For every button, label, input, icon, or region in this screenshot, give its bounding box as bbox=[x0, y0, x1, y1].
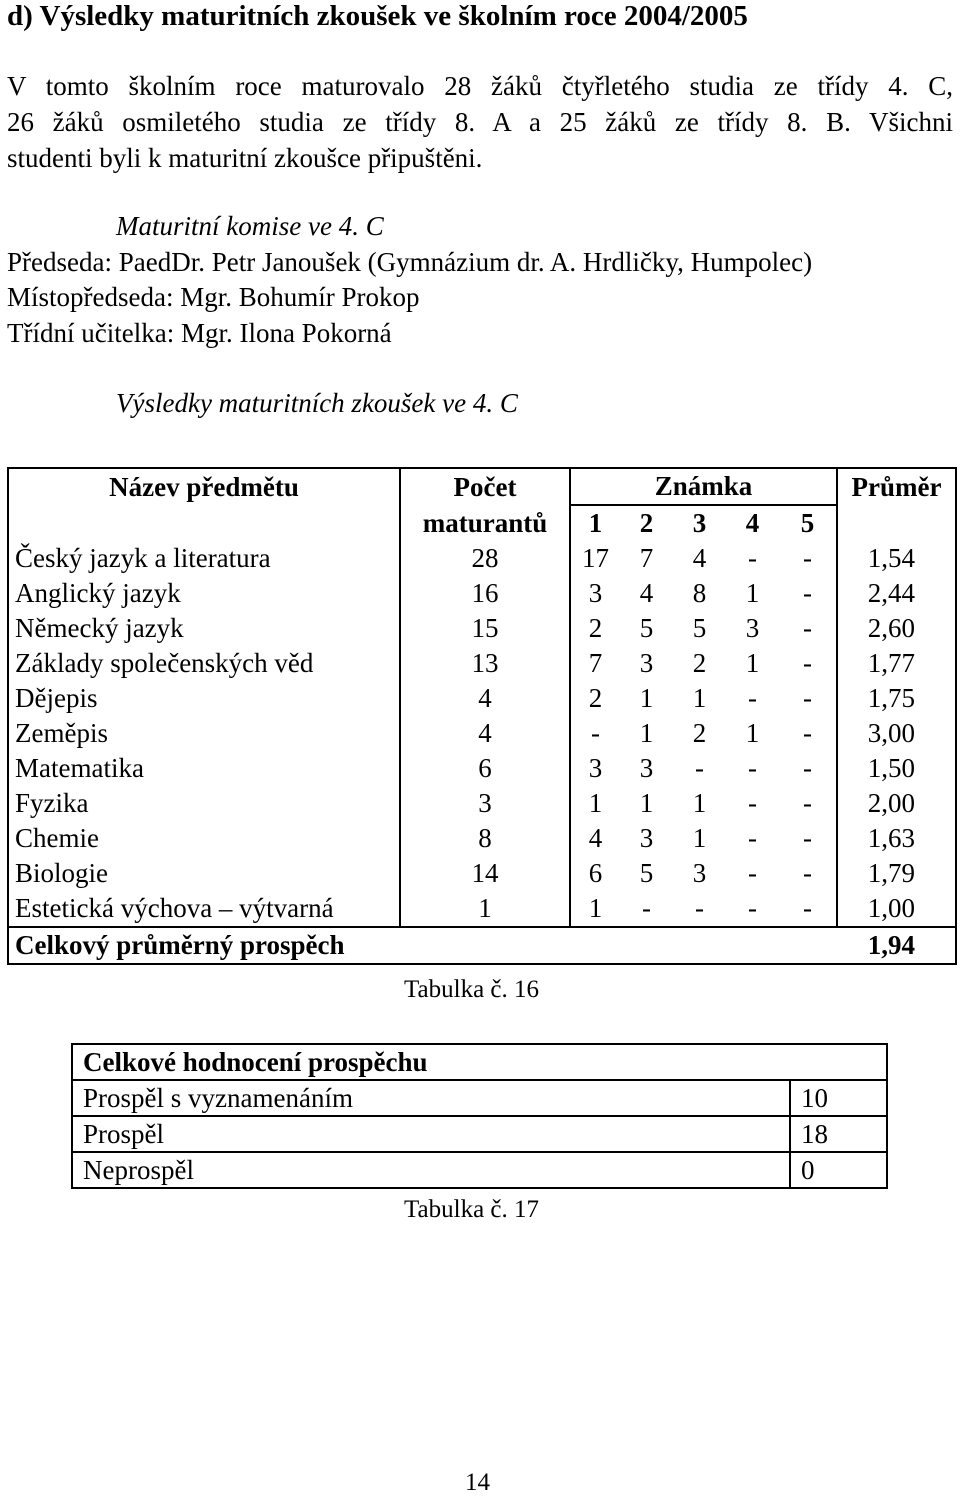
grade-3-cell: 1 bbox=[692, 683, 707, 713]
grade-2-cell: 3 bbox=[639, 823, 654, 853]
committee-vice-chair: Místopředseda: Mgr. Bohumír Prokop bbox=[7, 282, 420, 312]
table-16-caption: Tabulka č. 16 bbox=[404, 976, 540, 1003]
subject-cell: Estetická výchova – výtvarná bbox=[8, 891, 400, 927]
grade-3-cell: - bbox=[695, 753, 704, 783]
summary-value: 18 bbox=[790, 1116, 887, 1152]
subject-cell: Fyzika bbox=[8, 786, 400, 821]
results-title: Výsledky maturitních zkoušek ve 4. C bbox=[116, 388, 518, 418]
grade-4-cell: - bbox=[748, 683, 757, 713]
table-row bbox=[8, 821, 956, 856]
summary-label: Prospěl s vyznamenáním bbox=[72, 1080, 790, 1116]
subject-cell: Anglický jazyk bbox=[8, 576, 400, 611]
grade-4-cell: 3 bbox=[745, 613, 760, 643]
header-grade: Známka bbox=[570, 468, 837, 505]
header-grade-2: 2 bbox=[639, 508, 654, 538]
grade-1-cell: 2 bbox=[570, 611, 620, 646]
grade-5-cell: - bbox=[803, 753, 812, 783]
table-row bbox=[8, 681, 956, 716]
grade-2-cell: 5 bbox=[639, 613, 654, 643]
grade-2-cell: - bbox=[642, 893, 651, 923]
count-cell: 1 bbox=[400, 891, 570, 927]
subject-cell: Zeměpis bbox=[8, 716, 400, 751]
grade-3-cell: - bbox=[695, 893, 704, 923]
count-cell: 4 bbox=[400, 681, 570, 716]
count-cell: 4 bbox=[400, 716, 570, 751]
grade-5-cell: - bbox=[803, 893, 812, 923]
table-row bbox=[8, 786, 956, 821]
grade-1-cell: 1 bbox=[570, 891, 620, 927]
count-cell: 14 bbox=[400, 856, 570, 891]
grade-3-cell: 4 bbox=[692, 543, 707, 573]
average-cell: 1,00 bbox=[837, 891, 956, 927]
subject-cell: Český jazyk a literatura bbox=[8, 541, 400, 576]
grade-1-cell: 7 bbox=[570, 646, 620, 681]
count-cell: 8 bbox=[400, 821, 570, 856]
table-row bbox=[8, 716, 956, 751]
average-cell: 1,63 bbox=[837, 821, 956, 856]
summary-label: Prospěl bbox=[72, 1116, 790, 1152]
summary-label: Neprospěl bbox=[72, 1152, 790, 1188]
grade-2-cell: 4 bbox=[639, 578, 654, 608]
count-cell: 13 bbox=[400, 646, 570, 681]
table-row bbox=[8, 646, 956, 681]
grade-2-cell: 1 bbox=[639, 718, 654, 748]
average-cell: 3,00 bbox=[837, 716, 956, 751]
grade-4-cell: - bbox=[748, 543, 757, 573]
table-row bbox=[8, 751, 956, 786]
count-cell: 6 bbox=[400, 751, 570, 786]
grade-3-cell: 2 bbox=[692, 648, 707, 678]
page-number: 14 bbox=[465, 1469, 490, 1496]
intro-line: 26 žáků osmiletého studia ze třídy 8. A a 25 žáků ze třídy 8. B. Všichni bbox=[7, 107, 953, 137]
summary-table bbox=[71, 1043, 888, 1189]
count-cell: 15 bbox=[400, 611, 570, 646]
grade-4-cell: - bbox=[748, 753, 757, 783]
grade-2-cell: 1 bbox=[639, 788, 654, 818]
average-cell: 2,00 bbox=[837, 786, 956, 821]
grade-4-cell: 1 bbox=[745, 718, 760, 748]
header-grade-5: 5 bbox=[800, 508, 815, 538]
committee-title: Maturitní komise ve 4. C bbox=[116, 211, 384, 241]
grade-5-cell: - bbox=[803, 613, 812, 643]
table-17-caption: Tabulka č. 17 bbox=[404, 1196, 540, 1223]
grade-1-cell: 3 bbox=[570, 751, 620, 786]
average-cell: 1,75 bbox=[837, 681, 956, 716]
intro-line: studenti byli k maturitní zkoušce připuštěni. bbox=[7, 143, 483, 173]
subject-cell: Chemie bbox=[8, 821, 400, 856]
average-cell: 2,44 bbox=[837, 576, 956, 611]
table-row bbox=[8, 541, 956, 576]
intro-line: V tomto školním roce maturovalo 28 žáků čtyřletého studia ze třídy 4. C, bbox=[7, 71, 953, 101]
section-heading: d) Výsledky maturitních zkoušek ve školním roce 2004/2005 bbox=[7, 0, 748, 32]
header-subject: Název předmětu bbox=[8, 468, 400, 505]
grade-5-cell: - bbox=[803, 788, 812, 818]
average-cell: 2,60 bbox=[837, 611, 956, 646]
grade-3-cell: 8 bbox=[692, 578, 707, 608]
grade-5-cell: - bbox=[803, 648, 812, 678]
summary-row bbox=[72, 1116, 887, 1152]
grade-4-cell: - bbox=[748, 858, 757, 888]
grade-5-cell: - bbox=[803, 683, 812, 713]
subject-cell: Německý jazyk bbox=[8, 611, 400, 646]
grade-5-cell: - bbox=[803, 543, 812, 573]
average-cell: 1,50 bbox=[837, 751, 956, 786]
grade-5-cell: - bbox=[803, 858, 812, 888]
grade-1-cell: 1 bbox=[570, 786, 620, 821]
table-row bbox=[8, 856, 956, 891]
summary-value: 10 bbox=[790, 1080, 887, 1116]
header-count: Počet bbox=[400, 468, 570, 505]
grade-4-cell: 1 bbox=[745, 578, 760, 608]
grade-3-cell: 1 bbox=[692, 823, 707, 853]
table-row bbox=[8, 611, 956, 646]
grade-3-cell: 1 bbox=[692, 788, 707, 818]
grade-1-cell: 3 bbox=[570, 576, 620, 611]
header-grade-4: 4 bbox=[745, 508, 760, 538]
results-table bbox=[7, 467, 957, 965]
count-cell: 16 bbox=[400, 576, 570, 611]
count-cell: 3 bbox=[400, 786, 570, 821]
summary-title: Celkové hodnocení prospěchu bbox=[72, 1044, 887, 1080]
grade-2-cell: 1 bbox=[639, 683, 654, 713]
grade-1-cell: 6 bbox=[570, 856, 620, 891]
intro-paragraph bbox=[7, 68, 953, 176]
grade-1-cell: 2 bbox=[570, 681, 620, 716]
total-value: 1,94 bbox=[837, 927, 956, 964]
grade-4-cell: - bbox=[748, 823, 757, 853]
grade-1-cell: 17 bbox=[570, 541, 620, 576]
grade-4-cell: - bbox=[748, 893, 757, 923]
header-count-line2: maturantů bbox=[400, 505, 570, 541]
grade-4-cell: - bbox=[748, 788, 757, 818]
subject-cell: Biologie bbox=[8, 856, 400, 891]
grade-1-cell: 4 bbox=[570, 821, 620, 856]
grade-3-cell: 2 bbox=[692, 718, 707, 748]
total-label: Celkový průměrný prospěch bbox=[8, 927, 837, 964]
summary-row bbox=[72, 1080, 887, 1116]
committee-class-teacher: Třídní učitelka: Mgr. Ilona Pokorná bbox=[7, 318, 392, 348]
grade-5-cell: - bbox=[803, 578, 812, 608]
grade-3-cell: 5 bbox=[692, 613, 707, 643]
grade-2-cell: 3 bbox=[639, 753, 654, 783]
grade-3-cell: 3 bbox=[692, 858, 707, 888]
table-row bbox=[8, 891, 956, 927]
subject-cell: Dějepis bbox=[8, 681, 400, 716]
average-cell: 1,54 bbox=[837, 541, 956, 576]
grade-5-cell: - bbox=[803, 823, 812, 853]
count-cell: 28 bbox=[400, 541, 570, 576]
grade-2-cell: 5 bbox=[639, 858, 654, 888]
summary-value: 0 bbox=[790, 1152, 887, 1188]
grade-5-cell: - bbox=[803, 718, 812, 748]
grade-1-cell: - bbox=[570, 716, 620, 751]
subject-cell: Matematika bbox=[8, 751, 400, 786]
grade-2-cell: 7 bbox=[639, 543, 654, 573]
table-row bbox=[8, 576, 956, 611]
average-cell: 1,77 bbox=[837, 646, 956, 681]
summary-row bbox=[72, 1152, 887, 1188]
grade-2-cell: 3 bbox=[639, 648, 654, 678]
grade-4-cell: 1 bbox=[745, 648, 760, 678]
header-average: Průměr bbox=[837, 468, 956, 505]
average-cell: 1,79 bbox=[837, 856, 956, 891]
committee-chair: Předseda: PaedDr. Petr Janoušek (Gymnázium dr. A. Hrdličky, Humpolec) bbox=[7, 247, 813, 277]
header-grade-3: 3 bbox=[692, 508, 707, 538]
subject-cell: Základy společenských věd bbox=[8, 646, 400, 681]
header-grade-1: 1 bbox=[570, 505, 620, 541]
